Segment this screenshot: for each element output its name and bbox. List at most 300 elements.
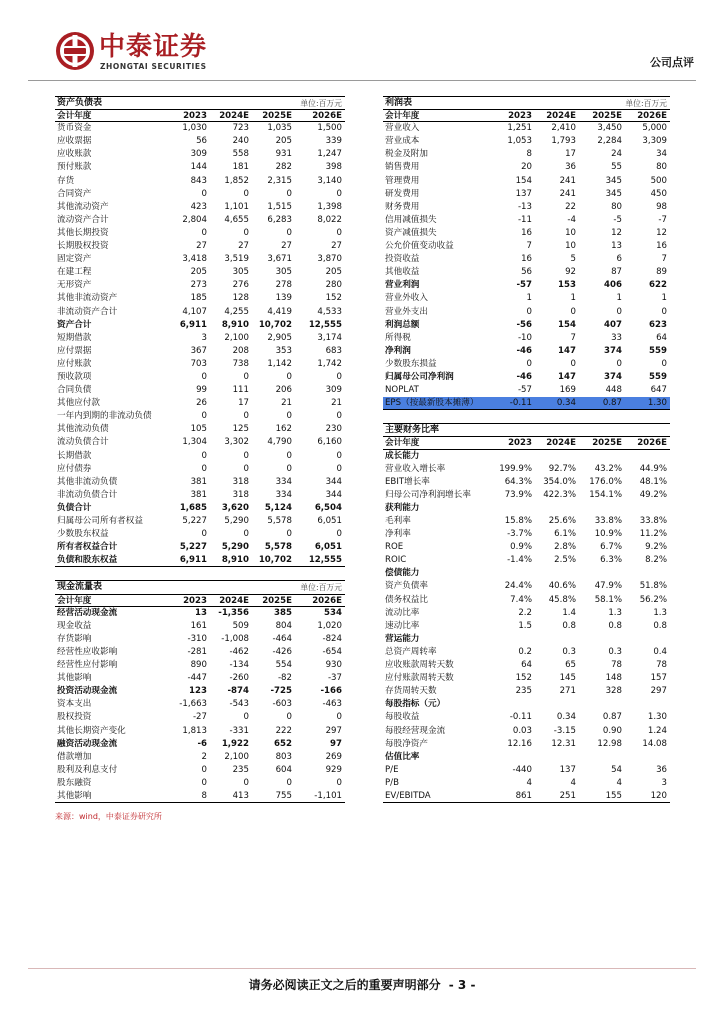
cell-value: 1 bbox=[616, 293, 622, 304]
cell-value: -46 bbox=[516, 371, 532, 382]
table-row bbox=[55, 738, 345, 751]
row-label: 营运能力 bbox=[385, 633, 420, 644]
cell-value: 2.2 bbox=[518, 607, 532, 618]
cell-value: 1,793 bbox=[551, 136, 576, 147]
cell-value: 4 bbox=[616, 777, 622, 788]
cell-value: 1.30 bbox=[647, 712, 667, 723]
cell-value: 0 bbox=[201, 450, 207, 461]
cell-value: 105 bbox=[190, 424, 207, 435]
cell-value: 2,804 bbox=[182, 214, 207, 225]
cell-value: 8,022 bbox=[317, 214, 342, 225]
column-header-row bbox=[383, 109, 670, 122]
table-row bbox=[55, 607, 345, 620]
cell-value: 339 bbox=[325, 136, 342, 147]
cell-value: 0 bbox=[243, 450, 249, 461]
cell-value: -725 bbox=[270, 686, 292, 697]
table-row bbox=[55, 725, 345, 738]
cell-value: 125 bbox=[232, 424, 249, 435]
cell-value: 804 bbox=[275, 620, 292, 631]
cell-value: 1,251 bbox=[507, 123, 532, 134]
cell-value: 5,124 bbox=[264, 502, 292, 513]
row-label: 其他应付款 bbox=[57, 398, 100, 409]
cell-value: 139 bbox=[275, 293, 292, 304]
table-row bbox=[55, 698, 345, 711]
table-row bbox=[383, 292, 670, 305]
cell-value: 1,020 bbox=[317, 620, 342, 631]
footer-disclaimer: 请务必阅读正文之后的重要声明部分 bbox=[248, 978, 441, 992]
cell-value: 0.2 bbox=[518, 646, 532, 657]
cell-value: 0 bbox=[616, 306, 622, 317]
table-row bbox=[55, 620, 345, 633]
cell-value: 0 bbox=[286, 450, 292, 461]
cell-value: -260 bbox=[229, 673, 249, 684]
cell-value: 309 bbox=[325, 385, 342, 396]
cell-value: 334 bbox=[275, 489, 292, 500]
table-row bbox=[55, 188, 345, 201]
table-row bbox=[383, 541, 670, 554]
row-label: ROIC bbox=[385, 555, 407, 566]
column-header: 2024E bbox=[219, 595, 249, 606]
cell-value: 0.87 bbox=[602, 398, 622, 409]
table-row bbox=[55, 319, 345, 332]
cell-value: 0 bbox=[286, 463, 292, 474]
cell-value: 205 bbox=[275, 136, 292, 147]
cell-value: 354.0% bbox=[543, 476, 576, 487]
cell-value: 534 bbox=[324, 607, 342, 618]
cell-value: 278 bbox=[275, 280, 292, 291]
cell-value: 559 bbox=[649, 371, 667, 382]
cell-value: 1,685 bbox=[179, 502, 207, 513]
cell-value: 7 bbox=[570, 332, 576, 343]
section-header-row bbox=[383, 751, 670, 764]
cell-value: 344 bbox=[325, 476, 342, 487]
column-header: 2024E bbox=[546, 111, 576, 122]
row-label: 少数股东权益 bbox=[57, 529, 109, 540]
cell-value: 0 bbox=[286, 529, 292, 540]
row-label: 长期股权投资 bbox=[57, 241, 109, 252]
cell-value: 738 bbox=[232, 358, 249, 369]
table-row bbox=[55, 633, 345, 646]
row-label: 存货影响 bbox=[57, 633, 92, 644]
unit-label: 单位:百万元 bbox=[300, 583, 342, 593]
logo-english-name: ZHONGTAI SECURITIES bbox=[100, 62, 207, 71]
cell-value: 0 bbox=[201, 777, 207, 788]
cell-value: 8.2% bbox=[645, 555, 667, 566]
cell-value: 3,418 bbox=[182, 254, 207, 265]
cell-value: 6,051 bbox=[314, 542, 342, 553]
table-row bbox=[55, 240, 345, 253]
cell-value: 554 bbox=[275, 660, 292, 671]
cell-value: 3,870 bbox=[317, 254, 342, 265]
table-row bbox=[55, 345, 345, 358]
cell-value: 0 bbox=[661, 306, 667, 317]
cell-value: 33.8% bbox=[639, 516, 667, 526]
cell-value: 0 bbox=[201, 529, 207, 540]
table-row bbox=[55, 489, 345, 502]
cell-value: 97 bbox=[330, 738, 342, 749]
cell-value: 9.2% bbox=[645, 542, 667, 553]
cell-value: 10 bbox=[565, 227, 576, 238]
row-label: 经营性应收影响 bbox=[57, 646, 118, 657]
table-row bbox=[55, 397, 345, 410]
cell-value: 0 bbox=[570, 358, 576, 369]
cell-value: -4 bbox=[567, 214, 576, 225]
cell-value: 5 bbox=[570, 254, 576, 265]
row-label: 负债和股东权益 bbox=[57, 555, 118, 566]
cell-value: 0 bbox=[336, 463, 342, 474]
cell-value: 0 bbox=[336, 450, 342, 461]
row-label: 应付账款 bbox=[57, 358, 92, 369]
cell-value: 3,140 bbox=[317, 175, 342, 186]
cell-value: 1,035 bbox=[267, 123, 292, 134]
table-title: 资产负债表 bbox=[57, 98, 103, 108]
cell-value: 235 bbox=[232, 764, 249, 775]
cell-value: 16 bbox=[656, 241, 667, 252]
cell-value: 47.9% bbox=[594, 581, 622, 592]
row-label: P/B bbox=[385, 777, 399, 788]
cell-value: 0 bbox=[201, 371, 207, 382]
cell-value: 199.9% bbox=[499, 463, 532, 474]
column-header: 2025E bbox=[592, 438, 622, 449]
table-row bbox=[383, 711, 670, 724]
cell-value: -57 bbox=[517, 385, 532, 396]
row-label: 资本支出 bbox=[57, 699, 92, 710]
cell-value: 0 bbox=[243, 777, 249, 788]
cell-value: 604 bbox=[275, 764, 292, 775]
row-label: 净利率 bbox=[385, 529, 411, 540]
cell-value: 36 bbox=[565, 162, 576, 173]
row-label: 每股指标（元） bbox=[385, 699, 446, 710]
cell-value: -447 bbox=[187, 673, 207, 684]
row-label: ROE bbox=[385, 542, 404, 553]
cell-value: 0 bbox=[286, 712, 292, 723]
table-row bbox=[383, 528, 670, 541]
cell-value: 12 bbox=[611, 227, 622, 238]
header-divider bbox=[28, 80, 696, 81]
cell-value: 843 bbox=[190, 175, 207, 186]
cell-value: 54 bbox=[611, 764, 622, 775]
cell-value: 0 bbox=[243, 463, 249, 474]
cell-value: 276 bbox=[232, 280, 249, 291]
table-row bbox=[55, 266, 345, 279]
cell-value: 0 bbox=[201, 227, 207, 238]
cell-value: 0.3 bbox=[608, 646, 622, 657]
cell-value: 0 bbox=[336, 712, 342, 723]
cell-value: 271 bbox=[559, 686, 576, 697]
cell-value: 49.2% bbox=[639, 489, 667, 500]
row-label: 借款增加 bbox=[57, 751, 92, 762]
cell-value: 0.4 bbox=[653, 646, 667, 657]
cell-value: 0 bbox=[661, 358, 667, 369]
cell-value: 0 bbox=[243, 227, 249, 238]
cell-value: 10 bbox=[565, 241, 576, 252]
cell-value: 282 bbox=[275, 162, 292, 173]
table-row bbox=[383, 580, 670, 593]
row-label: 营业收入增长率 bbox=[385, 463, 446, 474]
column-header: 2023 bbox=[508, 438, 532, 449]
table-row bbox=[55, 450, 345, 463]
column-header: 2023 bbox=[183, 111, 207, 122]
cell-value: 40.6% bbox=[548, 581, 576, 592]
cell-value: 16 bbox=[521, 227, 532, 238]
cell-value: 374 bbox=[604, 345, 622, 356]
row-label: 应付账款周转天数 bbox=[385, 673, 454, 684]
cell-value: 205 bbox=[325, 267, 342, 278]
row-label: 所有者权益合计 bbox=[57, 542, 118, 553]
table-row bbox=[383, 489, 670, 502]
cell-value: 10,702 bbox=[258, 555, 292, 566]
page-footer bbox=[0, 976, 724, 993]
row-label: 股利及利息支付 bbox=[57, 764, 118, 775]
cell-value: 1.24 bbox=[647, 725, 667, 736]
cell-value: 27 bbox=[281, 241, 292, 252]
cell-value: 318 bbox=[232, 476, 249, 487]
cell-value: 2,100 bbox=[224, 751, 249, 762]
cell-value: -46 bbox=[516, 345, 532, 356]
table-row bbox=[383, 371, 670, 384]
section-header-row bbox=[383, 502, 670, 515]
cell-value: 3,174 bbox=[317, 332, 342, 343]
row-label: 管理费用 bbox=[385, 175, 420, 186]
row-label: 估值比率 bbox=[385, 751, 420, 762]
cell-value: 558 bbox=[232, 149, 249, 160]
row-label: 投资活动现金流 bbox=[57, 686, 118, 697]
cell-value: 5,578 bbox=[264, 542, 292, 553]
cell-value: 0 bbox=[286, 777, 292, 788]
row-label: 货币资金 bbox=[57, 123, 92, 134]
cell-value: 181 bbox=[232, 162, 249, 173]
table-title-row bbox=[383, 96, 670, 109]
cell-value: 240 bbox=[232, 136, 249, 147]
row-label: 净利润 bbox=[385, 345, 411, 356]
cell-value: 45.8% bbox=[548, 594, 576, 605]
cell-value: -11 bbox=[517, 214, 532, 225]
row-label: 营业外支出 bbox=[385, 306, 428, 317]
cell-value: 56 bbox=[196, 136, 207, 147]
cell-value: 206 bbox=[275, 385, 292, 396]
cell-value: 157 bbox=[650, 673, 667, 684]
row-label: 预收款项 bbox=[57, 371, 92, 382]
cell-value: 1.5 bbox=[518, 620, 532, 631]
cell-value: 1.3 bbox=[608, 607, 622, 618]
cell-value: 0 bbox=[570, 306, 576, 317]
table-row bbox=[383, 620, 670, 633]
cell-value: 4,655 bbox=[224, 214, 249, 225]
row-label: 每股收益 bbox=[385, 712, 420, 723]
row-label: 其他收益 bbox=[385, 267, 420, 278]
cell-value: 890 bbox=[190, 660, 207, 671]
row-label: 应付票据 bbox=[57, 345, 92, 356]
table-row bbox=[383, 188, 670, 201]
row-label: 长期借款 bbox=[57, 450, 92, 461]
row-label: 其他长期资产变化 bbox=[57, 725, 126, 736]
row-label: 应收票据 bbox=[57, 136, 92, 147]
cell-value: 55 bbox=[611, 162, 622, 173]
table-row bbox=[383, 122, 670, 135]
cell-value: 2.8% bbox=[554, 542, 576, 553]
cell-value: 1 bbox=[526, 293, 532, 304]
table-row bbox=[383, 332, 670, 345]
row-label: 营业收入 bbox=[385, 123, 420, 134]
cell-value: 56 bbox=[521, 267, 532, 278]
cell-value: 16 bbox=[521, 254, 532, 265]
cell-value: -426 bbox=[272, 646, 292, 657]
cell-value: 10.9% bbox=[594, 529, 622, 540]
table-row bbox=[55, 777, 345, 790]
row-label: 获利能力 bbox=[385, 502, 420, 513]
table-row bbox=[55, 358, 345, 371]
row-label: 经营性应付影响 bbox=[57, 660, 118, 671]
row-label: P/E bbox=[385, 764, 399, 775]
cell-value: 305 bbox=[232, 267, 249, 278]
cell-value: 6.1% bbox=[554, 529, 576, 540]
cell-value: 861 bbox=[515, 790, 532, 801]
table-row bbox=[55, 790, 345, 803]
cell-value: 176.0% bbox=[589, 476, 622, 487]
table-row bbox=[55, 148, 345, 161]
cell-value: 65 bbox=[565, 660, 576, 671]
row-label: 信用减值损失 bbox=[385, 214, 437, 225]
cell-value: 297 bbox=[325, 725, 342, 736]
table-row bbox=[383, 279, 670, 292]
row-label: 营业成本 bbox=[385, 136, 420, 147]
cell-value: -5 bbox=[613, 214, 622, 225]
row-label: 归母公司净利润增长率 bbox=[385, 489, 471, 500]
logo-chinese-name: 中泰证券 bbox=[99, 32, 208, 62]
cell-value: 3,671 bbox=[267, 254, 292, 265]
table-row bbox=[55, 476, 345, 489]
unit-label: 单位:百万元 bbox=[625, 99, 667, 108]
cell-value: 0.9% bbox=[510, 542, 532, 553]
cell-value: 385 bbox=[274, 607, 292, 618]
table-row bbox=[55, 541, 345, 554]
cell-value: 241 bbox=[559, 188, 576, 199]
row-label: 固定资产 bbox=[57, 254, 92, 265]
table-row bbox=[383, 725, 670, 738]
cell-value: 21 bbox=[281, 398, 292, 409]
cell-value: 24 bbox=[611, 149, 622, 160]
cell-value: 4 bbox=[570, 777, 576, 788]
cell-value: 6,160 bbox=[317, 437, 342, 448]
table-row bbox=[383, 554, 670, 567]
cell-value: 2,100 bbox=[224, 332, 249, 343]
table-row bbox=[55, 554, 345, 567]
cell-value: 24.4% bbox=[504, 581, 532, 592]
cell-value: 5,000 bbox=[642, 123, 667, 134]
column-header: 会计年度 bbox=[385, 438, 420, 449]
cell-value: 56.2% bbox=[639, 594, 667, 605]
cell-value: 0 bbox=[201, 463, 207, 474]
cell-value: 162 bbox=[275, 424, 292, 435]
cell-value: -166 bbox=[320, 686, 342, 697]
cell-value: 3,519 bbox=[224, 254, 249, 265]
row-label: 资产负债率 bbox=[385, 581, 428, 592]
cell-value: 803 bbox=[275, 751, 292, 762]
cell-value: 12.31 bbox=[551, 738, 576, 749]
row-label: 利润总额 bbox=[385, 319, 420, 330]
row-label: 营业外收入 bbox=[385, 293, 428, 304]
cell-value: -281 bbox=[187, 646, 207, 657]
cell-value: 64.3% bbox=[504, 476, 532, 487]
cell-value: 509 bbox=[232, 620, 249, 631]
cash-flow-table bbox=[55, 580, 345, 803]
cell-value: 309 bbox=[190, 149, 207, 160]
cell-value: 155 bbox=[605, 790, 622, 801]
table-row bbox=[55, 672, 345, 685]
cell-value: 0 bbox=[201, 411, 207, 422]
cell-value: 269 bbox=[325, 751, 342, 762]
cell-value: 5,290 bbox=[221, 542, 249, 553]
cell-value: 147 bbox=[558, 371, 576, 382]
cell-value: 6.3% bbox=[600, 555, 622, 566]
cell-value: -824 bbox=[322, 633, 342, 644]
row-label: 流动比率 bbox=[385, 607, 420, 618]
cell-value: 4,107 bbox=[182, 306, 207, 317]
section-header-row bbox=[383, 567, 670, 580]
column-header: 会计年度 bbox=[57, 595, 92, 606]
cell-value: 92.7% bbox=[548, 463, 576, 474]
section-header-row bbox=[383, 698, 670, 711]
cell-value: 0.90 bbox=[602, 725, 622, 736]
cell-value: 931 bbox=[275, 149, 292, 160]
cell-value: 7 bbox=[661, 254, 667, 265]
table-row bbox=[383, 659, 670, 672]
cell-value: 6,283 bbox=[267, 214, 292, 225]
table-row bbox=[55, 646, 345, 659]
row-label: 归属母公司所有者权益 bbox=[57, 516, 143, 526]
row-label: 投资收益 bbox=[385, 254, 420, 265]
cell-value: 297 bbox=[650, 686, 667, 697]
unit-label: 单位:百万元 bbox=[300, 99, 342, 108]
cell-value: 280 bbox=[325, 280, 342, 291]
table-row bbox=[55, 227, 345, 240]
cell-value: 12 bbox=[656, 227, 667, 238]
row-label: NOPLAT bbox=[385, 385, 419, 396]
cell-value: 154.1% bbox=[589, 489, 622, 500]
table-row bbox=[55, 201, 345, 214]
cell-value: 0.03 bbox=[512, 725, 532, 736]
cell-value: 1,500 bbox=[317, 123, 342, 134]
row-label: 应收账款周转天数 bbox=[385, 660, 454, 671]
cell-value: -1.4% bbox=[507, 555, 532, 566]
table-row bbox=[55, 685, 345, 698]
table-row bbox=[55, 711, 345, 724]
column-header: 会计年度 bbox=[385, 111, 420, 122]
cell-value: 222 bbox=[275, 725, 292, 736]
cell-value: 703 bbox=[190, 358, 207, 369]
table-row bbox=[383, 253, 670, 266]
cell-value: 12.98 bbox=[597, 738, 622, 749]
cell-value: 0 bbox=[286, 188, 292, 199]
table-row bbox=[383, 764, 670, 777]
cell-value: 205 bbox=[190, 267, 207, 278]
cell-value: 374 bbox=[604, 371, 622, 382]
table-row bbox=[55, 528, 345, 541]
balance-sheet-table bbox=[55, 96, 345, 567]
row-label: 公允价值变动收益 bbox=[385, 241, 454, 252]
cell-value: 6,911 bbox=[179, 555, 207, 566]
row-label: 研发费用 bbox=[385, 188, 420, 199]
row-label: 速动比率 bbox=[385, 620, 420, 631]
cell-value: 0 bbox=[286, 227, 292, 238]
row-label: 非流动资产合计 bbox=[57, 306, 118, 317]
table-title: 现金流量表 bbox=[57, 582, 103, 593]
ratios-table bbox=[383, 423, 670, 803]
row-label: 合同负债 bbox=[57, 385, 92, 396]
row-label: 融资活动现金流 bbox=[57, 738, 118, 749]
cell-value: 33 bbox=[611, 332, 622, 343]
cell-value: 89 bbox=[656, 267, 667, 278]
